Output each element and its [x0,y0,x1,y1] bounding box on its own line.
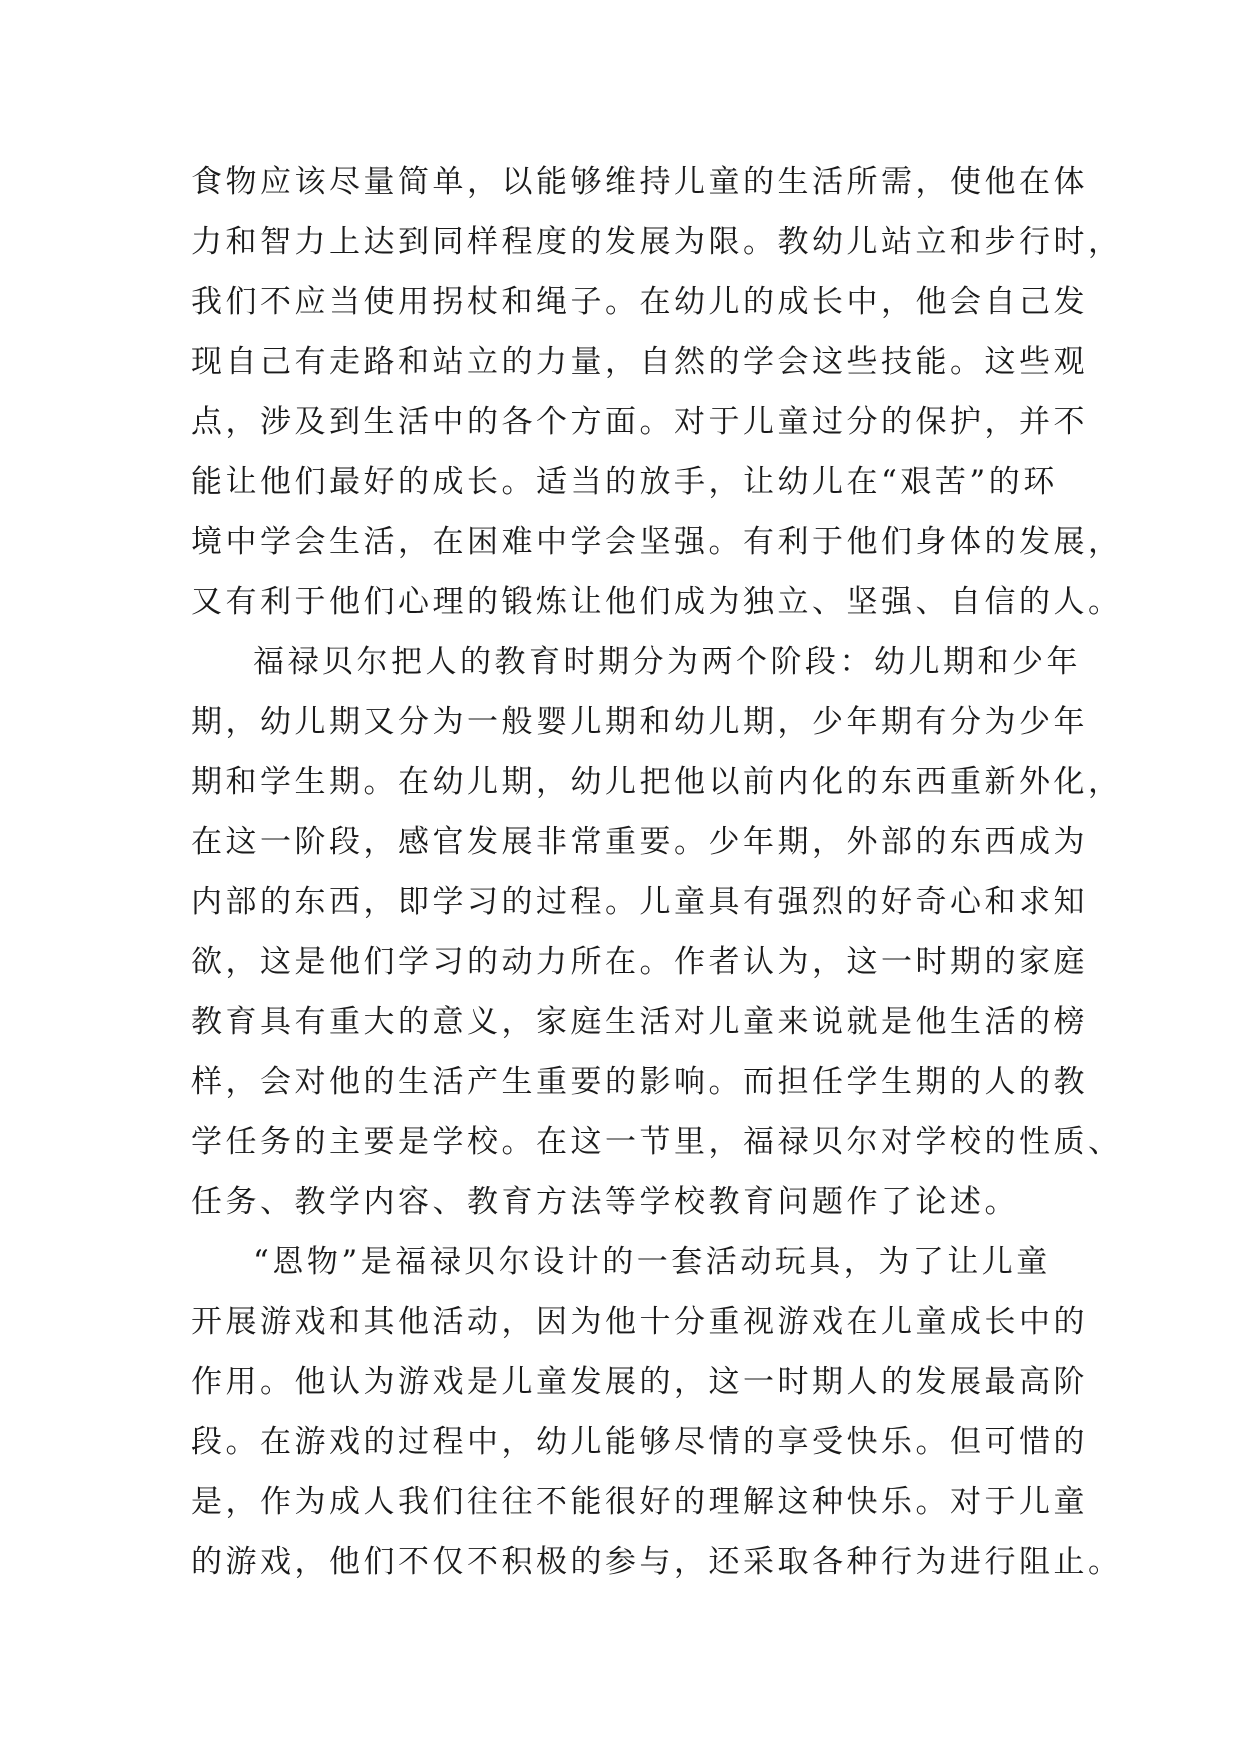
text-line: 能让他们最好的成长。适当的放手，让幼儿在“艰苦”的环 [191,464,1058,500]
text-line: 我们不应当使用拐杖和绳子。在幼儿的成长中，他会自己发 [191,284,1088,320]
text-line: 段。在游戏的过程中，幼儿能够尽情的享受快乐。但可惜的 [191,1424,1088,1460]
text-line: 内部的东西，即学习的过程。儿童具有强烈的好奇心和求知 [191,884,1088,920]
text-line: 境中学会生活，在困难中学会坚强。有利于他们身体的发展， [191,524,1123,560]
text-line: 学任务的主要是学校。在这一节里，福禄贝尔对学校的性质、 [191,1124,1123,1160]
text-line: 是，作为成人我们往往不能很好的理解这种快乐。对于儿童 [191,1484,1088,1520]
text-line: 现自己有走路和站立的力量，自然的学会这些技能。这些观 [191,344,1088,380]
text-line: 又有利于他们心理的锻炼让他们成为独立、坚强、自信的人。 [191,584,1123,620]
paragraph-first-line: “恩物”是福禄贝尔设计的一套活动玩具，为了让儿童 [253,1244,1051,1280]
text-line: 任务、教学内容、教育方法等学校教育问题作了论述。 [191,1184,1019,1220]
paragraph-first-line: 福禄贝尔把人的教育时期分为两个阶段：幼儿期和少年 [253,644,1081,680]
text-line: 教育具有重大的意义，家庭生活对儿童来说就是他生活的榜 [191,1004,1088,1040]
text-line: 的游戏，他们不仅不积极的参与，还采取各种行为进行阻止。 [191,1544,1123,1580]
text-line: 力和智力上达到同样程度的发展为限。教幼儿站立和步行时， [191,224,1123,260]
text-line: 样，会对他的生活产生重要的影响。而担任学生期的人的教 [191,1064,1088,1100]
text-line: 期，幼儿期又分为一般婴儿期和幼儿期，少年期有分为少年 [191,704,1088,740]
text-line: 食物应该尽量简单，以能够维持儿童的生活所需，使他在体 [191,164,1088,200]
text-line: 期和学生期。在幼儿期，幼儿把他以前内化的东西重新外化， [191,764,1123,800]
text-line: 点，涉及到生活中的各个方面。对于儿童过分的保护，并不 [191,404,1088,440]
text-line: 开展游戏和其他活动，因为他十分重视游戏在儿童成长中的 [191,1304,1088,1340]
text-line: 作用。他认为游戏是儿童发展的，这一时期人的发展最高阶 [191,1364,1088,1400]
text-line: 在这一阶段，感官发展非常重要。少年期，外部的东西成为 [191,824,1088,860]
text-line: 欲，这是他们学习的动力所在。作者认为，这一时期的家庭 [191,944,1088,980]
